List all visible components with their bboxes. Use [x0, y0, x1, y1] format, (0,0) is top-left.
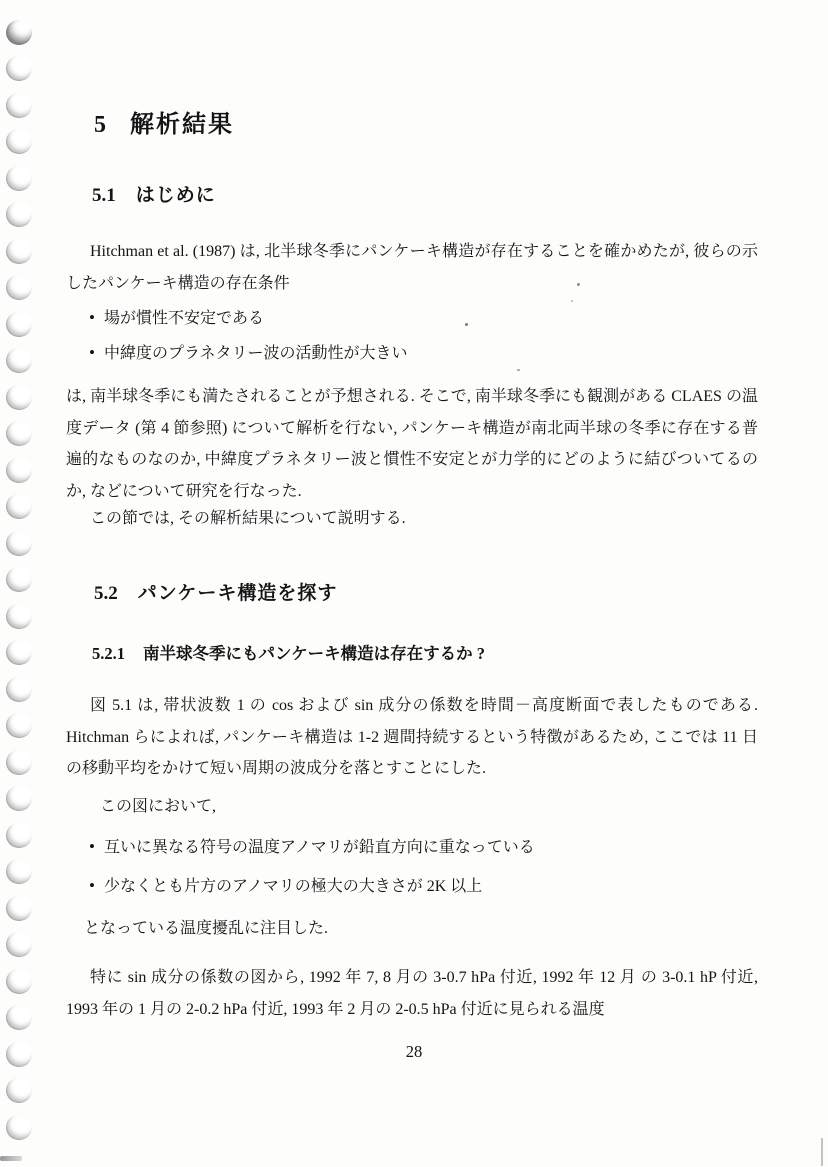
- binding-hole: [6, 604, 32, 629]
- binding-hole: [6, 166, 32, 191]
- scan-edge-mark: [821, 1138, 823, 1166]
- binding-hole: [6, 750, 32, 775]
- binding-hole: [6, 20, 32, 45]
- subsubsection-title: 南半球冬季にもパンケーキ構造は存在するか ?: [143, 644, 486, 663]
- scan-speck: [571, 300, 573, 302]
- binding-hole: [6, 713, 32, 738]
- binding-hole: [6, 859, 32, 884]
- binding-hole: [6, 640, 32, 665]
- binding-hole: [6, 275, 32, 300]
- paragraph-in-figure: この図において,: [100, 798, 217, 815]
- binding-hole: [6, 1115, 32, 1140]
- binding-holes: [0, 0, 46, 1167]
- binding-hole: [6, 1078, 32, 1103]
- binding-hole: [6, 677, 32, 702]
- list-item: • 場が慣性不安定である: [66, 307, 758, 331]
- binding-hole: [6, 531, 32, 556]
- binding-hole: [6, 1005, 32, 1030]
- binding-hole: [6, 129, 32, 154]
- scan-speck: [517, 369, 520, 371]
- subsubsection-number: 5.2.1: [92, 644, 125, 663]
- scan-smudge: [0, 1156, 22, 1161]
- subsection-heading-5-1: [66, 180, 784, 207]
- binding-hole: [6, 932, 32, 957]
- scan-speck: [577, 283, 580, 286]
- paragraph-intro: Hitchman et al. (1987) は, 北半球冬季にパンケーキ構造が存在することを確かめたが, 彼らの示したパンケーキ構造の存在条件: [66, 243, 758, 292]
- paragraph-figure: 図 5.1 は, 帯状波数 1 の cos および sin 成分の係数を時間－高度断面で表したものである. Hitchman らによれば, パンケーキ構造は 1-2 週間持続するという特徴があるため, ここでは 11 日の移動平均をかけて短い周期の波成分を落とすことにした.: [66, 697, 758, 777]
- list-item: • 互いに異なる符号の温度アノマリが鉛直方向に重なっている: [66, 836, 758, 860]
- paragraph-note: この節では, その解析結果について説明する.: [90, 510, 406, 527]
- list-item: • 少なくとも片方のアノマリの極大の大きさが 2K 以上: [66, 875, 758, 899]
- binding-hole: [6, 823, 32, 848]
- binding-hole: [6, 567, 32, 592]
- conditions-list: [66, 307, 758, 366]
- binding-hole: [6, 93, 32, 118]
- paragraph-expected: は, 南半球冬季にも満たされることが予想される. そこで, 南半球冬季にも観測がある CLAES の温度データ (第 4 節参照) について解析を行ない, パンケーキ構造が南北両半球の冬季に存在する普遍的なものなのか, 中緯度プラネタリー波と慣性不安定とが力学的にどのように結びついてるのか, などについて研究を行なった.: [66, 388, 758, 500]
- binding-hole: [6, 202, 32, 227]
- binding-hole: [6, 421, 32, 446]
- binding-hole: [6, 494, 32, 519]
- binding-hole: [6, 896, 32, 921]
- subsubsection-heading-5-2-1: [66, 640, 784, 664]
- section-heading: [66, 104, 786, 139]
- section-title: 解析結果: [130, 112, 234, 138]
- subsection-number: 5.1: [92, 185, 116, 206]
- page-number: 28: [405, 1042, 423, 1061]
- scan-speck: [465, 323, 468, 326]
- binding-hole: [6, 786, 32, 811]
- section-number: 5: [94, 112, 106, 138]
- paragraph-focus: となっている温度擾乱に注目した.: [84, 920, 329, 937]
- subsection-title: はじめに: [135, 185, 216, 206]
- list-item: • 中緯度のプラネタリー波の活動性が大きい: [66, 342, 758, 366]
- binding-hole: [6, 312, 32, 337]
- binding-hole: [6, 458, 32, 483]
- subsection-number: 5.2: [94, 583, 118, 604]
- criteria-list: [66, 836, 758, 899]
- binding-hole: [6, 239, 32, 264]
- binding-hole: [6, 348, 32, 373]
- binding-hole: [6, 56, 32, 81]
- binding-hole: [6, 385, 32, 410]
- paragraph-detail: 特に sin 成分の係数の図から, 1992 年 7, 8 月の 3-0.7 hPa 付近, 1992 年 12 月 の 3-0.1 hP 付近, 1993 年の 1 月の 2-0.2 hPa 付近, 1993 年 2 月の 2-0.5 hPa 付近に見られる温度: [66, 969, 758, 1018]
- subsection-title: パンケーキ構造を探す: [137, 583, 338, 604]
- binding-hole: [6, 969, 32, 994]
- subsection-heading-5-2: [66, 578, 786, 605]
